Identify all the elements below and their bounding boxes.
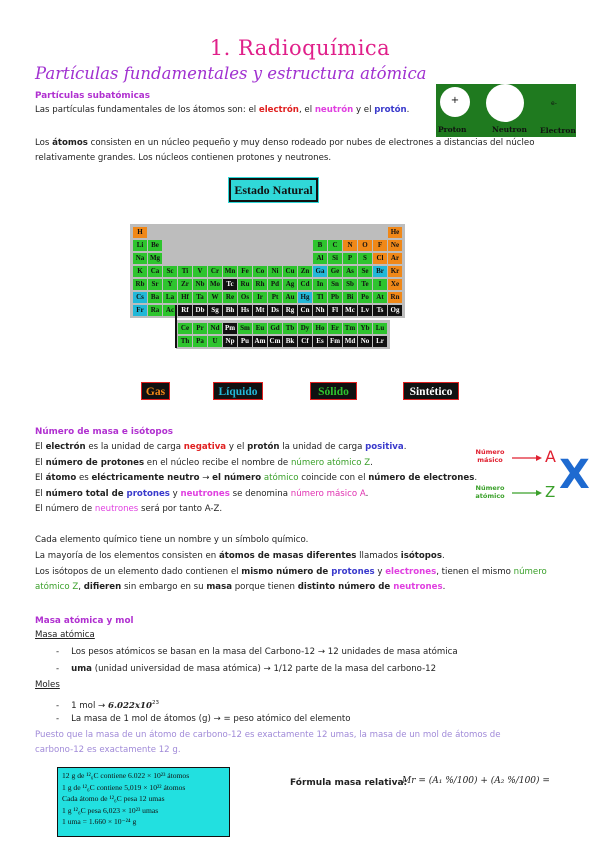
element-tm: Tm	[344, 324, 356, 332]
element-si: Si	[328, 253, 342, 264]
element-md: Md	[344, 337, 356, 345]
element-se: Se	[358, 266, 372, 277]
proton-circle: +	[440, 87, 470, 117]
element-rn: Rn	[388, 292, 402, 303]
molar-note-2: carbono-12 es exactamente 12 g.	[35, 745, 181, 755]
element-b: B	[313, 240, 327, 251]
element-cs: Cs	[133, 292, 147, 303]
element-dy: Dy	[298, 323, 312, 334]
element-ac: Ac	[163, 305, 177, 316]
box-line: 1 g de ¹²₆C contiene 5,019 × 10²² átomos	[62, 782, 186, 792]
element-u: U	[208, 336, 222, 347]
element-os: Os	[238, 292, 252, 303]
element-cr: Cr	[208, 266, 222, 277]
element-pr: Pr	[193, 323, 207, 334]
element-yb: Yb	[358, 323, 372, 334]
element-tc: Tc	[223, 279, 237, 290]
element-hs: Hs	[238, 305, 252, 316]
element-ne: Ne	[388, 240, 402, 251]
element-cu: Cu	[283, 266, 297, 277]
box-line: 1 uma = 1.660 × 10⁻²⁴ g	[62, 817, 137, 826]
element-hg: Hg	[298, 292, 312, 303]
element-mo: Mo	[209, 280, 221, 288]
element-br: Br	[373, 266, 387, 277]
element-no: No	[358, 336, 372, 347]
element-cf: Cf	[298, 336, 312, 347]
mass-number-heading: Número de masa e isótopos	[35, 427, 174, 437]
element-lv: Lv	[358, 305, 372, 316]
mass-line-3: El átomo es eléctricamente neutro → el número atómico coincide con el número de electrones.	[35, 473, 478, 483]
elements-line-2: La mayoría de los elementos consisten en átomos de masas diferentes llamados isótopos.	[35, 551, 445, 561]
element-bk: Bk	[283, 336, 297, 347]
element-zn: Zn	[298, 266, 312, 277]
atomic-mass-heading: Masa atómica	[35, 630, 95, 640]
mass-number-label: Número másico	[475, 448, 505, 464]
neutron-circle	[486, 84, 524, 122]
element-ni: Ni	[268, 266, 282, 277]
element-ts: Ts	[373, 305, 387, 316]
mass-line-5: El número de neutrones será por tanto A-Z.	[35, 504, 223, 514]
element-fr: Fr	[133, 305, 147, 316]
element-y: Y	[163, 279, 177, 290]
element-na: Na	[133, 253, 147, 264]
formula-label: Fórmula masa relativa:	[290, 778, 408, 788]
element-pb: Pb	[328, 292, 342, 303]
element-ds: Ds	[268, 305, 282, 316]
element-be: Be	[148, 240, 162, 251]
element-as: As	[343, 266, 357, 277]
element-pt: Pt	[268, 292, 282, 303]
element-ru: Ru	[238, 279, 252, 290]
elements-line-1: Cada elemento químico tiene un nombre y un símbolo químico.	[35, 535, 309, 545]
legend-synthetic: Sintético	[403, 382, 459, 400]
element-am: Am	[254, 337, 266, 345]
element-ta: Ta	[193, 292, 207, 303]
element-c: C	[328, 240, 342, 251]
element-nd: Nd	[208, 323, 222, 334]
particles-image	[436, 84, 576, 137]
element-au: Au	[283, 292, 297, 303]
atoms-paragraph-1: Los átomos consisten en un núcleo pequeño y muy denso rodeado por nubes de electrones a distancias del núcleo	[35, 138, 535, 148]
element-he: He	[388, 227, 402, 238]
element-rb: Rb	[133, 279, 147, 290]
element-kr: Kr	[388, 266, 402, 277]
mass-number-symbol: A	[545, 447, 556, 466]
molar-bullet-1: - Los pesos atómicos se basan en la masa del Carbono-12 → 12 unidades de masa atómica	[56, 647, 458, 657]
element-hf: Hf	[178, 292, 192, 303]
element-ca: Ca	[148, 266, 162, 277]
legend-gas: Gas	[141, 382, 170, 400]
element-f: F	[373, 240, 387, 251]
element-te: Te	[358, 279, 372, 290]
element-es: Es	[313, 336, 327, 347]
element-cd: Cd	[298, 279, 312, 290]
molar-bullet-3: - 1 mol → $6.022x10^{23}$	[56, 700, 159, 711]
element-i: I	[373, 279, 387, 290]
element-ce: Ce	[178, 323, 192, 334]
element-lr: Lr	[373, 336, 387, 347]
element-at: At	[373, 292, 387, 303]
element-np: Np	[223, 336, 237, 347]
element-ba: Ba	[148, 292, 162, 303]
proton-label: Proton	[438, 125, 467, 134]
subatomic-line: Las partículas fundamentales de los átomos son: el electrón, el neutrón y el protón.	[35, 105, 410, 115]
element-fm: Fm	[329, 337, 341, 345]
element-re: Re	[223, 292, 237, 303]
element-v: V	[193, 266, 207, 277]
element-pm: Pm	[224, 324, 236, 332]
element-ga: Ga	[313, 266, 327, 277]
element-li: Li	[133, 240, 147, 251]
estado-natural-button[interactable]: Estado Natural	[229, 178, 318, 202]
element-pd: Pd	[268, 279, 282, 290]
element-mt: Mt	[253, 305, 267, 316]
periodic-table	[133, 227, 473, 357]
element-nb: Nb	[193, 279, 207, 290]
element-sb: Sb	[343, 279, 357, 290]
element-ge: Ge	[328, 266, 342, 277]
element-ra: Ra	[148, 305, 162, 316]
relative-mass-formula: Mr = (A₁ %/100) + (A₂ %/100) =	[402, 776, 550, 786]
f-block-divider	[175, 305, 177, 348]
molar-bullet-2: - uma (unidad universidad de masa atómica) → 1/12 parte de la masa del carbono-12	[56, 664, 437, 674]
legend-solid: Sólido	[310, 382, 357, 400]
section-heading: Partículas fundamentales y estructura atómica	[35, 64, 427, 83]
molar-bullet-4: - La masa de 1 mol de átomos (g) → = peso atómico del elemento	[56, 714, 351, 724]
elements-line-4: atómico Z, difieren sin embargo en su masa porque tienen distinto número de neutrones.	[35, 582, 446, 592]
element-tl: Tl	[313, 292, 327, 303]
electron-label: Electron	[540, 126, 576, 135]
element-symbol: X	[559, 452, 590, 498]
element-k: K	[133, 266, 147, 277]
atomic-number-symbol: Z	[545, 483, 556, 501]
element-mc: Mc	[343, 305, 357, 316]
element-xe: Xe	[388, 279, 402, 290]
element-po: Po	[358, 292, 372, 303]
atomic-number-label: Número atómico	[475, 484, 505, 500]
element-sr: Sr	[148, 279, 162, 290]
element-al: Al	[313, 253, 327, 264]
neutron-label: Neutron	[492, 125, 527, 134]
element-cm: Cm	[269, 337, 281, 345]
element-ho: Ho	[313, 323, 327, 334]
subatomic-heading: Partículas subatómicas	[35, 91, 150, 101]
box-line: Cada átomo de ¹²₆C pesa 12 umas	[62, 794, 165, 803]
atoms-paragraph-2: relativamente grandes. Los núcleos contienen protones y neutrones.	[35, 153, 332, 163]
element-ir: Ir	[253, 292, 267, 303]
element-bh: Bh	[223, 305, 237, 316]
element-la: La	[163, 292, 177, 303]
elements-line-3: Los isótopos de un elemento dado contienen el mismo número de protones y electrones, tienen el mismo número	[35, 567, 547, 577]
azx-diagram	[470, 446, 590, 506]
element-tb: Tb	[283, 323, 297, 334]
element-ar: Ar	[388, 253, 402, 264]
element-cl: Cl	[373, 253, 387, 264]
legend-liquid: Líquido	[213, 382, 263, 400]
element-rf: Rf	[178, 305, 192, 316]
element-lu: Lu	[373, 323, 387, 334]
element-p: P	[343, 253, 357, 264]
element-og: Og	[388, 305, 402, 316]
element-fl: Fl	[328, 305, 342, 316]
electron-dot: e-	[551, 100, 557, 107]
element-mn: Mn	[224, 267, 236, 275]
element-gd: Gd	[268, 323, 282, 334]
element-pu: Pu	[238, 336, 252, 347]
box-line: 12 g de ¹²₆C contiene 6.022 × 10²³ átomos	[62, 771, 190, 780]
element-nh: Nh	[313, 305, 327, 316]
element-db: Db	[193, 305, 207, 316]
element-s: S	[358, 253, 372, 264]
element-o: O	[358, 240, 372, 251]
mass-line-4: El número total de protones y neutrones se denomina número másico A.	[35, 489, 369, 499]
page-title: 1. Radioquímica	[209, 36, 391, 60]
element-pa: Pa	[193, 336, 207, 347]
element-sm: Sm	[238, 323, 252, 334]
element-er: Er	[328, 323, 342, 334]
element-th: Th	[178, 336, 192, 347]
mass-line-2: El número de protones en el núcleo recibe el nombre de número atómico Z.	[35, 458, 373, 468]
element-eu: Eu	[253, 323, 267, 334]
element-cn: Cn	[298, 305, 312, 316]
element-mg: Mg	[149, 254, 161, 262]
element-w: W	[208, 292, 222, 303]
element-fe: Fe	[238, 266, 252, 277]
element-n: N	[343, 240, 357, 251]
element-rh: Rh	[253, 279, 267, 290]
moles-heading: Moles	[35, 680, 60, 690]
mass-line-1: El electrón es la unidad de carga negativa y el protón la unidad de carga positiva.	[35, 442, 407, 452]
element-ti: Ti	[178, 266, 192, 277]
element-co: Co	[253, 266, 267, 277]
molar-heading: Masa atómica y mol	[35, 616, 134, 626]
element-sn: Sn	[328, 279, 342, 290]
element-sc: Sc	[163, 266, 177, 277]
box-line: 1 g ¹²₆C pesa 6,023 × 10²³ umas	[62, 805, 159, 815]
element-zr: Zr	[178, 279, 192, 290]
element-rg: Rg	[283, 305, 297, 316]
element-ag: Ag	[283, 279, 297, 290]
element-bi: Bi	[343, 292, 357, 303]
element-sg: Sg	[208, 305, 222, 316]
molar-note-1: Puesto que la masa de un átomo de carbono-12 es exactamente 12 umas, la masa de un mol de átomos de	[35, 730, 501, 740]
element-h: H	[133, 227, 147, 238]
mole-facts-box	[57, 767, 230, 837]
element-in: In	[313, 279, 327, 290]
